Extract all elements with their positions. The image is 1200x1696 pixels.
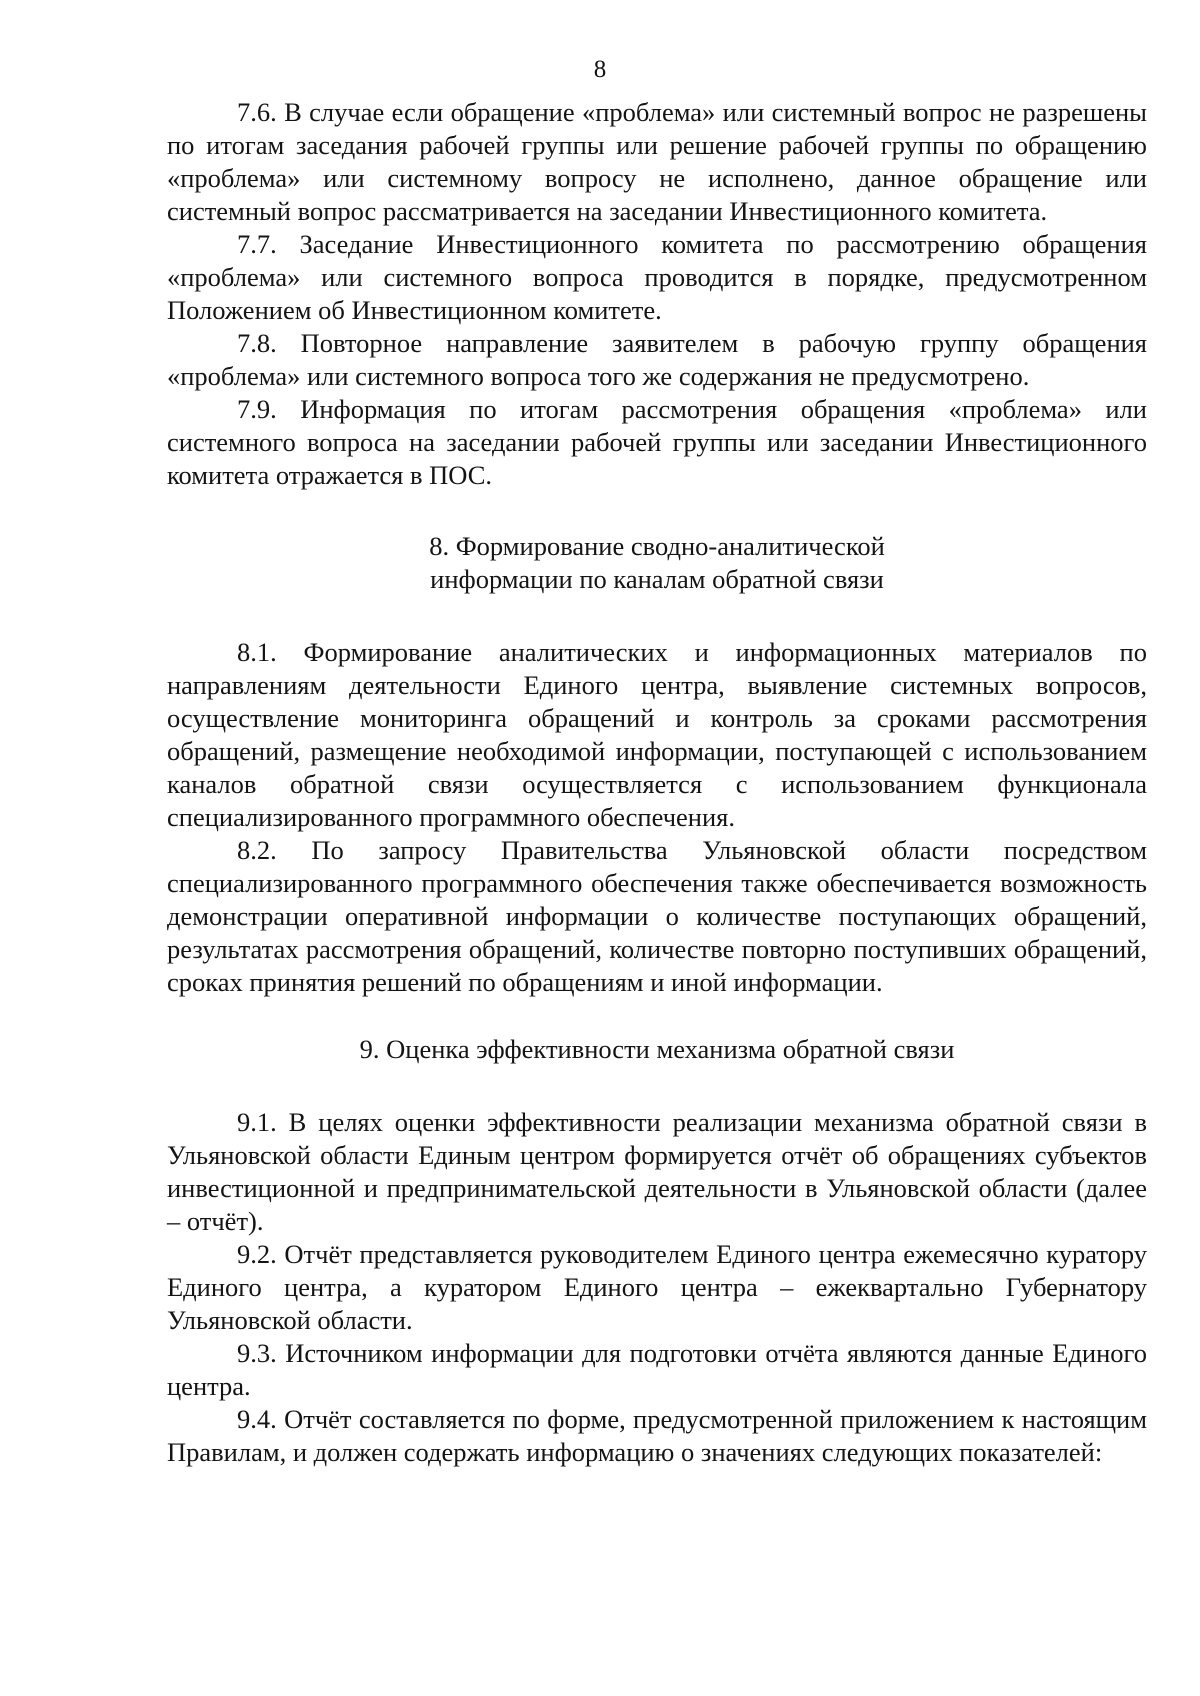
paragraph-9-1: 9.1. В целях оценки эффективности реализации механизма обратной связи в Ульяновской области Единым центром формируется отчёт об обращениях субъектов инвестиционной и предпринимательской деятельности в Ульяновской области (далее – отчёт).	[167, 1107, 1147, 1236]
paragraph-9-3: 9.3. Источником информации для подготовки отчёта являются данные Единого центра.	[167, 1338, 1147, 1401]
paragraph-7-7: 7.7. Заседание Инвестиционного комитета по рассмотрению обращения «проблема» или системного вопроса проводится в порядке, предусмотренном Положением об Инвестиционном комитете.	[167, 229, 1147, 325]
section-8-heading	[167, 530, 1147, 596]
section-8	[167, 530, 1147, 999]
block-7	[167, 96, 1147, 492]
paragraph-7-8: 7.8. Повторное направление заявителем в рабочую группу обращения «проблема» или системного вопроса того же содержания не предусмотрено.	[167, 328, 1147, 391]
paragraph-9-2: 9.2. Отчёт представляется руководителем Единого центра ежемесячно куратору Единого центра, а куратором Единого центра – ежеквартально Губернатору Ульяновской области.	[167, 1239, 1147, 1335]
section-9	[167, 1033, 1147, 1469]
paragraph-7-9: 7.9. Информация по итогам рассмотрения обращения «проблема» или системного вопроса на заседании рабочей группы или заседании Инвестиционного комитета отражается в ПОС.	[167, 394, 1147, 490]
paragraph-8-2: 8.2. По запросу Правительства Ульяновской области посредством специализированного программного обеспечения также обеспечивается возможность демонстрации оперативной информации о количестве поступающих обращений, результатах рассмотрения обращений, количестве повторно поступивших обращений, сроках принятия решений по обращениям и иной информации.	[167, 835, 1147, 997]
section-9-heading: 9. Оценка эффективности механизма обратной связи	[359, 1034, 955, 1064]
section-8-heading-line-1: 8. Формирование сводно-аналитической	[429, 531, 885, 561]
paragraph-8-1: 8.1. Формирование аналитических и информационных материалов по направлениям деятельности Единого центра, выявление системных вопросов, осуществление мониторинга обращений и контроль за сроками рассмотрения обращений, размещение необходимой информации, поступающей с использованием каналов обратной связи осуществляется с использованием функционала специализированного программного обеспечения.	[167, 637, 1147, 832]
paragraph-7-6: 7.6. В случае если обращение «проблема» или системный вопрос не разрешены по итогам заседания рабочей группы или решение рабочей группы по обращению «проблема» или системному вопросу не исполнено, данное обращение или системный вопрос рассматривается на заседании Инвестиционного комитета.	[167, 97, 1147, 226]
page-number: 8	[593, 56, 607, 83]
section-8-heading-line-2: информации по каналам обратной связи	[430, 564, 884, 594]
paragraph-9-4: 9.4. Отчёт составляется по форме, предусмотренной приложением к настоящим Правилам, и должен содержать информацию о значениях следующих показателей:	[167, 1404, 1147, 1467]
page-content	[167, 96, 1147, 1469]
